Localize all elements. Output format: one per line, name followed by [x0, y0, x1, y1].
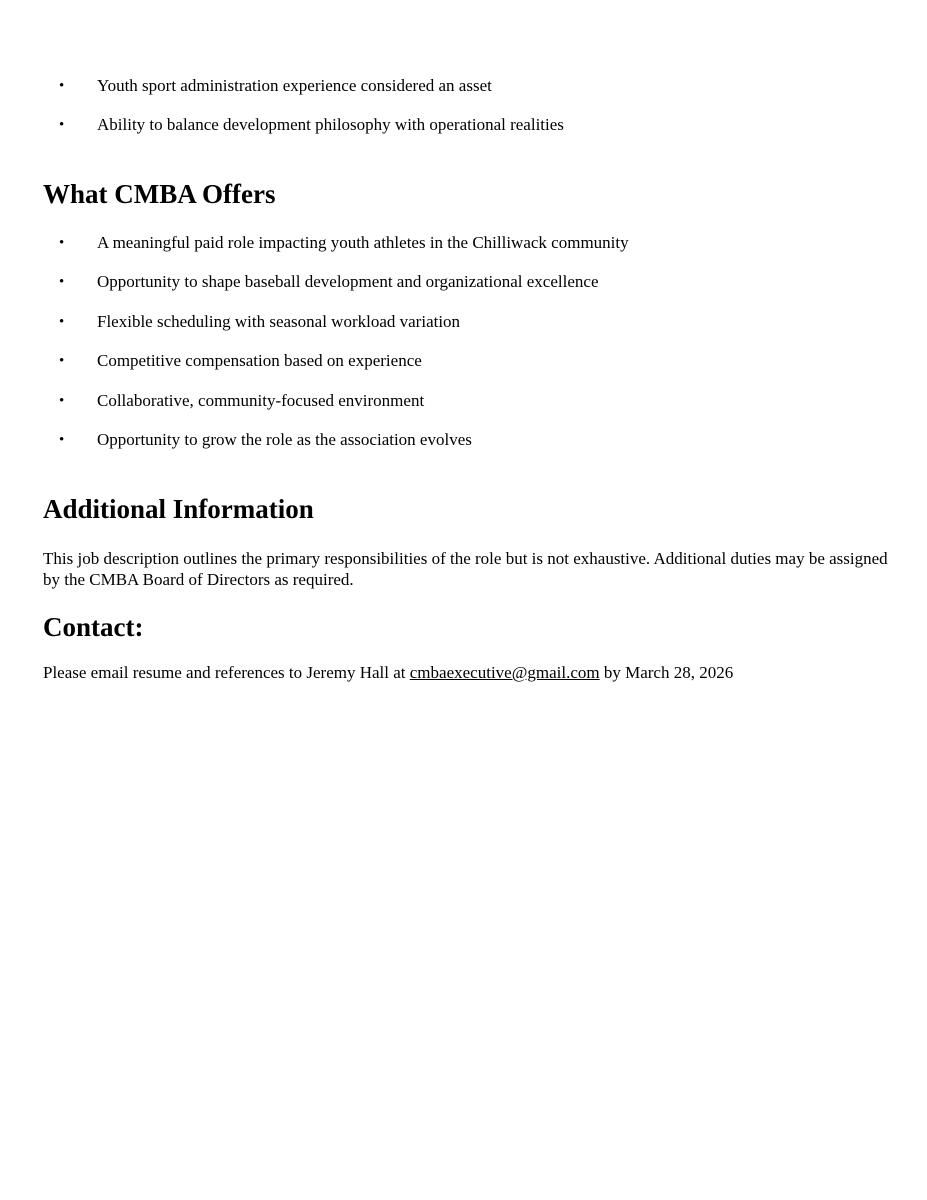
list-item [43, 430, 893, 450]
list-item-text: Competitive compensation based on experience [97, 351, 422, 371]
bullet-icon: • [59, 392, 65, 409]
list-item [43, 76, 893, 96]
contact-heading: Contact: [43, 612, 144, 642]
requirements-list [43, 76, 893, 155]
list-item-text: Ability to balance development philosophy with operational realities [97, 115, 564, 135]
contact-suffix: by March 28, 2026 [599, 663, 734, 682]
list-item-text: Opportunity to grow the role as the association evolves [97, 429, 472, 449]
bullet-icon: • [59, 235, 65, 251]
list-item [43, 272, 893, 292]
list-item-text: Flexible scheduling with seasonal workload variation [97, 311, 461, 331]
bullet-icon: • [59, 117, 65, 134]
list-item [43, 351, 893, 371]
list-item [43, 312, 893, 332]
contact-paragraph [43, 662, 893, 683]
bullet-icon: • [59, 78, 65, 94]
list-item-text: Youth sport administration experience considered an asset [97, 76, 492, 95]
bullet-icon: • [59, 353, 65, 370]
additional-info-heading: Additional Information [43, 494, 314, 524]
list-item [43, 115, 893, 135]
list-item [43, 391, 893, 411]
offers-heading: What CMBA Offers [43, 179, 276, 209]
bullet-icon: • [59, 274, 65, 291]
bullet-icon: • [59, 431, 65, 448]
bullet-icon: • [59, 313, 65, 330]
contact-prefix: Please email resume and references to Jeremy Hall at [43, 663, 410, 682]
list-item-text: A meaningful paid role impacting youth athletes in the Chilliwack community [97, 233, 629, 252]
list-item-text: Collaborative, community-focused environment [97, 390, 425, 410]
list-item-text: Opportunity to shape baseball development and organizational excellence [97, 272, 599, 292]
additional-info-paragraph: This job description outlines the primary responsibilities of the role but is not exhaustive. Additional duties may be assigned by the CMBA Board of Directors as required. [43, 549, 888, 589]
list-item [43, 233, 893, 253]
email-link[interactable]: cmbaexecutive@gmail.com [409, 663, 600, 682]
offers-list [43, 233, 893, 469]
